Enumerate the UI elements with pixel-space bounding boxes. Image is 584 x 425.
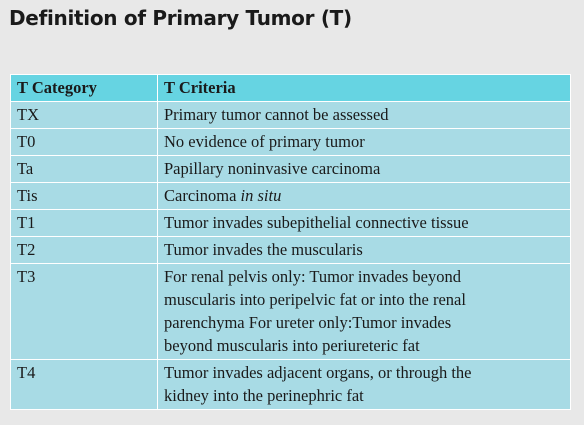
t-category-cell: T2 xyxy=(11,237,158,264)
table-row xyxy=(11,360,571,410)
criteria-text: Carcinoma xyxy=(164,186,241,205)
criteria-italic-text: in situ xyxy=(240,186,282,205)
table-row xyxy=(11,102,571,129)
table-row xyxy=(11,237,571,264)
table-row xyxy=(11,183,571,210)
t-category-cell: T4 xyxy=(11,360,158,410)
t-category-cell: TX xyxy=(11,102,158,129)
t-criteria-cell: Primary tumor cannot be assessed xyxy=(158,102,571,129)
table-row xyxy=(11,129,571,156)
page-title: Definition of Primary Tumor (T) xyxy=(9,6,352,30)
header-t-criteria: T Criteria xyxy=(158,75,571,102)
header-t-category: T Category xyxy=(11,75,158,102)
table-row xyxy=(11,156,571,183)
table-row xyxy=(11,264,571,360)
table-row xyxy=(11,210,571,237)
t-category-cell: Ta xyxy=(11,156,158,183)
t-category-cell: T3 xyxy=(11,264,158,360)
t-criteria-cell xyxy=(158,183,571,210)
tumor-definition-table xyxy=(10,74,571,410)
t-category-cell: T0 xyxy=(11,129,158,156)
criteria-line: muscularis into peripelvic fat or into the renal xyxy=(164,290,466,309)
t-criteria-cell xyxy=(158,264,571,360)
t-criteria-cell xyxy=(158,360,571,410)
t-category-cell: T1 xyxy=(11,210,158,237)
t-criteria-cell: No evidence of primary tumor xyxy=(158,129,571,156)
criteria-line: parenchyma For ureter only:Tumor invades xyxy=(164,313,452,332)
t-criteria-cell: Tumor invades the muscularis xyxy=(158,237,571,264)
t-criteria-cell: Papillary noninvasive carcinoma xyxy=(158,156,571,183)
criteria-line: For renal pelvis only: Tumor invades beyond xyxy=(164,267,461,286)
criteria-line: Tumor invades adjacent organs, or through the xyxy=(164,363,472,382)
criteria-line: beyond muscularis into periureteric fat xyxy=(164,336,420,355)
table-header-row xyxy=(11,75,571,102)
t-criteria-cell: Tumor invades subepithelial connective tissue xyxy=(158,210,571,237)
t-category-cell: Tis xyxy=(11,183,158,210)
criteria-line: kidney into the perinephric fat xyxy=(164,386,364,405)
